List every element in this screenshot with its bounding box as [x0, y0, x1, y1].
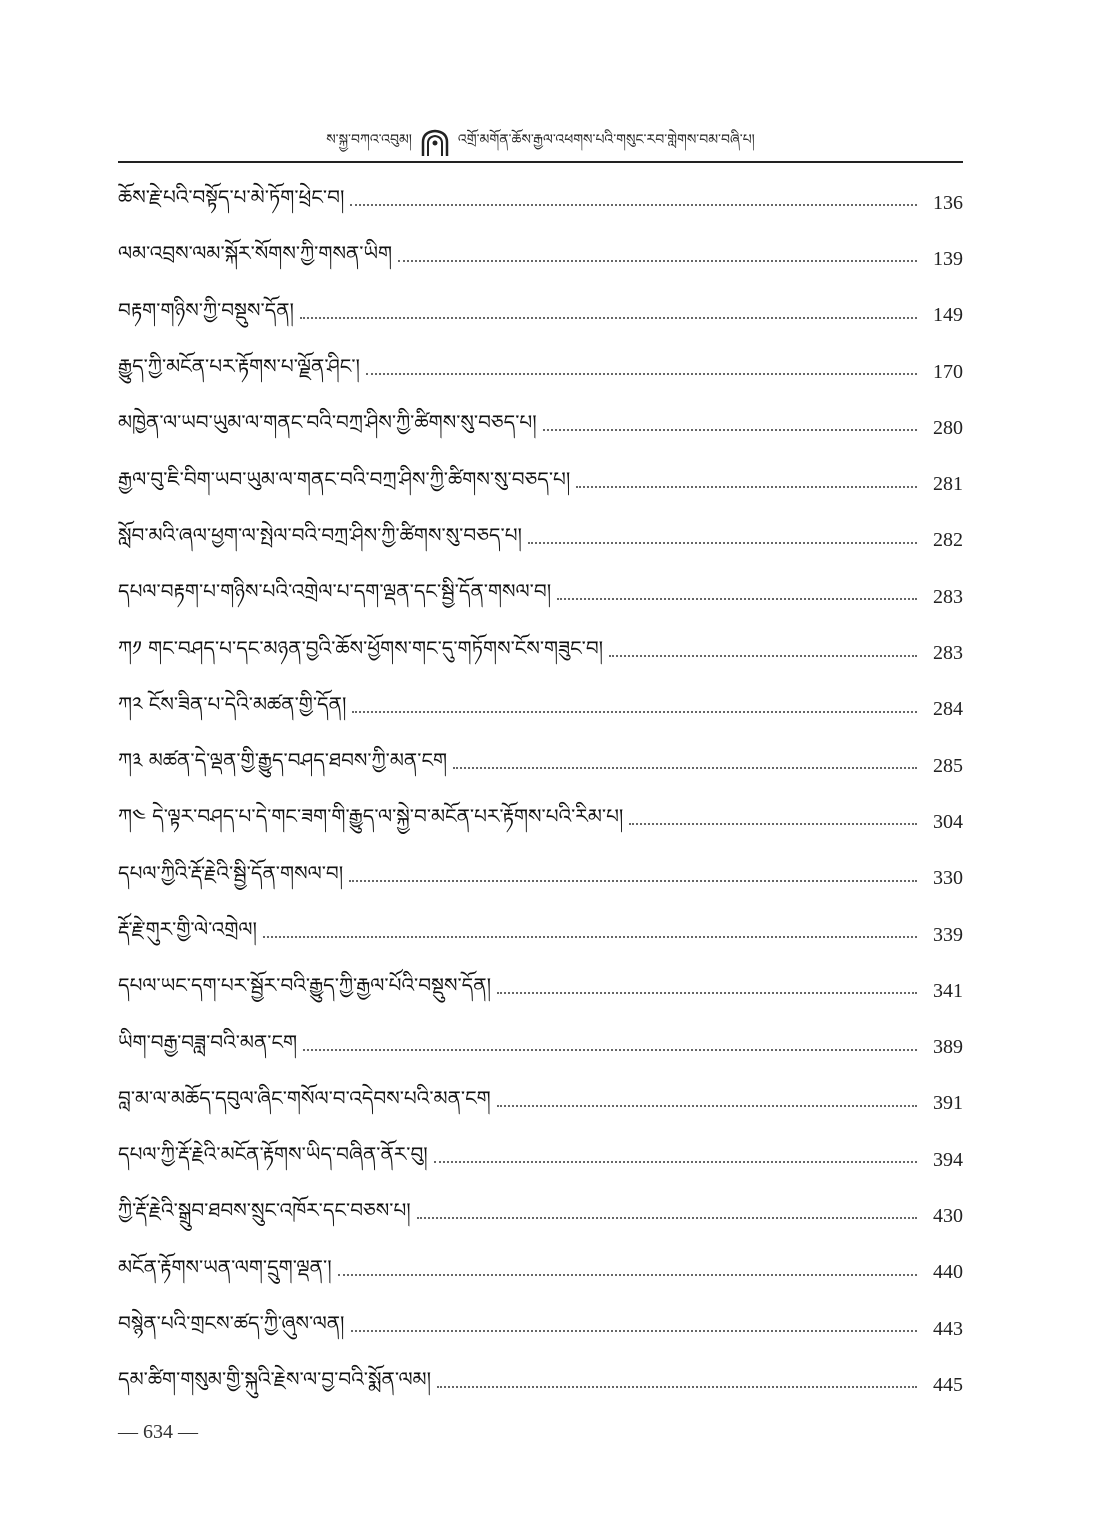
- toc-entry-page: 330: [933, 867, 963, 890]
- toc-entry-title: བརྟག་གཉིས་ཀྱི་བསྡུས་དོན།: [118, 297, 294, 322]
- toc-entry[interactable]: [118, 1076, 963, 1132]
- running-header: [118, 126, 963, 160]
- toc-entry-title: ཀ༡ གང་བཤད་པ་དང་མཉན་བྱའི་ཆོས་ཕྱོགས་གང་དུ་གཏོགས་ངོས་གཟུང་བ།: [118, 635, 604, 660]
- toc-entry-title: ཀ༣ མཚན་དེ་ལྡན་གྱི་རྒྱུད་བཤད་ཐབས་ཀྱི་མན་ངག: [118, 748, 448, 773]
- dot-leader: [497, 992, 917, 994]
- toc-entry-title: ཀ༢ ངོས་ཟིན་པ་དེའི་མཚན་གྱི་དོན།: [118, 691, 347, 716]
- dot-leader: [303, 1049, 917, 1051]
- toc-entry-title: བསྙེན་པའི་གྲངས་ཚད་ཀྱི་ཞུས་ལན།: [118, 1311, 345, 1336]
- toc-entry[interactable]: [118, 1245, 963, 1301]
- toc-entry-title: ཆོས་རྗེ་པའི་བསྟོད་པ་མེ་ཏོག་ཕྲེང་བ།: [118, 185, 345, 210]
- toc-entry-title: ཡིག་བརྒྱ་བཟླ་བའི་མན་ངག: [118, 1029, 298, 1054]
- toc-entry-page: 283: [933, 642, 963, 665]
- header-rule: [118, 161, 963, 163]
- toc-entry-title: རྒྱུད་ཀྱི་མངོན་པར་རྟོགས་པ་ལྗོན་ཤིང་།: [118, 354, 360, 379]
- dot-leader: [366, 373, 917, 375]
- dot-leader: [557, 598, 917, 600]
- toc-entry-title: དཔལ་ཀྱིའི་རྡོ་རྗེའི་སྦྱི་དོན་གསལ་བ།: [118, 860, 344, 885]
- dot-leader: [352, 711, 917, 713]
- toc-entry[interactable]: [118, 1019, 963, 1075]
- toc-entry-page: 304: [933, 810, 963, 833]
- toc-entry[interactable]: [118, 1132, 963, 1188]
- dot-leader: [350, 204, 917, 206]
- dot-leader: [434, 1161, 917, 1163]
- header-collection-title: ས་སྐྱ་བཀའ་འབུམ།: [326, 132, 412, 148]
- dot-leader: [609, 655, 917, 657]
- toc-entry-title: དཔལ་ཀྱི་རྡོ་རྗེའི་མངོན་རྟོགས་ཡིད་བཞིན་ནོར་བུ།: [118, 1142, 428, 1167]
- toc-entry[interactable]: [118, 682, 963, 738]
- toc-entry-page: 170: [933, 360, 963, 383]
- dot-leader: [300, 317, 917, 319]
- dot-leader: [576, 486, 917, 488]
- toc-entry-page: 285: [933, 754, 963, 777]
- toc-entry-page: 440: [933, 1261, 963, 1284]
- toc-entry-page: 430: [933, 1204, 963, 1227]
- dot-leader: [398, 260, 917, 262]
- toc-entry-page: 281: [933, 473, 963, 496]
- toc-entry-title: ལམ་འབྲས་ལམ་སྐོར་སོགས་ཀྱི་གསན་ཡིག: [118, 241, 393, 266]
- toc-entry-title: ཀྱི་རྡོ་རྗེའི་སྒྲུབ་ཐབས་སྲུང་འཁོར་དང་བཅས་པ།: [118, 1198, 411, 1223]
- toc-entry[interactable]: [118, 400, 963, 456]
- dot-leader: [528, 542, 917, 544]
- dot-leader: [349, 880, 917, 882]
- toc-entry-title: རྒྱལ་བུ་ཇི་བིག་ཡབ་ཡུམ་ལ་གནང་བའི་བཀྲ་ཤིས་ཀྱི་ཚིགས་སུ་བཅད་པ།: [118, 466, 571, 491]
- toc-entry[interactable]: [118, 288, 963, 344]
- toc-entry-title: མངོན་རྟོགས་ཡན་ལག་དྲུག་ལྡན་།: [118, 1254, 332, 1279]
- toc-entry-title: དཔལ་བརྟག་པ་གཉིས་པའི་འགྲེལ་པ་དག་ལྡན་དང་སྦྱི་དོན་གསལ་བ།: [118, 579, 552, 604]
- toc-entry[interactable]: [118, 513, 963, 569]
- toc-entry-page: 136: [933, 191, 963, 214]
- toc-entry-title: སློབ་མའི་ཞལ་ཕྱག་ལ་སྤེལ་བའི་བཀྲ་ཤིས་ཀྱི་ཚིགས་སུ་བཅད་པ།: [118, 522, 522, 547]
- toc-entry-title: དཔལ་ཡང་དག་པར་སྦྱོར་བའི་རྒྱུད་ཀྱི་རྒྱལ་པོའི་བསྡུས་དོན།: [118, 973, 492, 998]
- dot-leader: [543, 429, 917, 431]
- toc-entry[interactable]: [118, 738, 963, 794]
- toc-entry-title: དམ་ཚིག་གསུམ་གྱི་སྐུའི་རྗེས་ལ་བྱ་བའི་སྨོན་ལམ།: [118, 1367, 432, 1392]
- dot-leader: [453, 767, 917, 769]
- toc-entry-page: 445: [933, 1373, 963, 1396]
- toc-entry[interactable]: [118, 569, 963, 625]
- dot-leader: [417, 1217, 917, 1219]
- toc-entry[interactable]: [118, 963, 963, 1019]
- dot-leader: [338, 1274, 917, 1276]
- toc-entry[interactable]: [118, 851, 963, 907]
- toc-entry-page: 389: [933, 1036, 963, 1059]
- table-of-contents: [118, 175, 963, 1414]
- toc-entry-page: 284: [933, 698, 963, 721]
- toc-entry[interactable]: [118, 231, 963, 287]
- dot-leader: [437, 1386, 917, 1388]
- toc-entry-page: 280: [933, 416, 963, 439]
- dot-leader: [263, 936, 917, 938]
- page-number: — 634 —: [118, 1421, 198, 1443]
- toc-entry[interactable]: [118, 456, 963, 512]
- toc-entry-page: 391: [933, 1092, 963, 1115]
- toc-entry[interactable]: [118, 1301, 963, 1357]
- toc-entry-page: 139: [933, 247, 963, 270]
- toc-entry[interactable]: [118, 907, 963, 963]
- header-volume-title: འགྲོ་མགོན་ཆོས་རྒྱལ་འཕགས་པའི་གསུང་རབ་གླེགས་བམ་བཞི་པ།: [457, 132, 755, 148]
- toc-entry-title: བླ་མ་ལ་མཆོད་དབུལ་ཞིང་གསོལ་བ་འདེབས་པའི་མན་ངག: [118, 1085, 491, 1110]
- toc-entry-page: 443: [933, 1317, 963, 1340]
- dot-leader: [351, 1330, 918, 1332]
- toc-entry-page: 282: [933, 529, 963, 552]
- dot-leader: [497, 1105, 917, 1107]
- toc-entry[interactable]: [118, 175, 963, 231]
- toc-entry-page: 341: [933, 979, 963, 1002]
- monastery-emblem-icon: [420, 128, 450, 158]
- toc-entry[interactable]: [118, 1188, 963, 1244]
- toc-entry-page: 149: [933, 304, 963, 327]
- toc-entry-page: 339: [933, 923, 963, 946]
- dot-leader: [629, 823, 917, 825]
- toc-entry-title: མཁྱེན་ལ་ཡབ་ཡུམ་ལ་གནང་བའི་བཀྲ་ཤིས་ཀྱི་ཚིགས་སུ་བཅད་པ།: [118, 410, 537, 435]
- toc-entry[interactable]: [118, 1357, 963, 1413]
- toc-entry[interactable]: [118, 625, 963, 681]
- toc-entry-page: 394: [933, 1148, 963, 1171]
- toc-entry-title: རྡོ་རྗེ་གུར་གྱི་ལེ་འགྲེལ།: [118, 917, 257, 941]
- toc-entry-page: 283: [933, 585, 963, 608]
- toc-entry[interactable]: [118, 344, 963, 400]
- toc-entry-title: ཀ༤ དེ་ལྟར་བཤད་པ་དེ་གང་ཟག་གི་རྒྱུད་ལ་སྐྱེ་བ་མངོན་པར་རྟོགས་པའི་རིམ་པ།: [118, 804, 624, 829]
- toc-entry[interactable]: [118, 794, 963, 850]
